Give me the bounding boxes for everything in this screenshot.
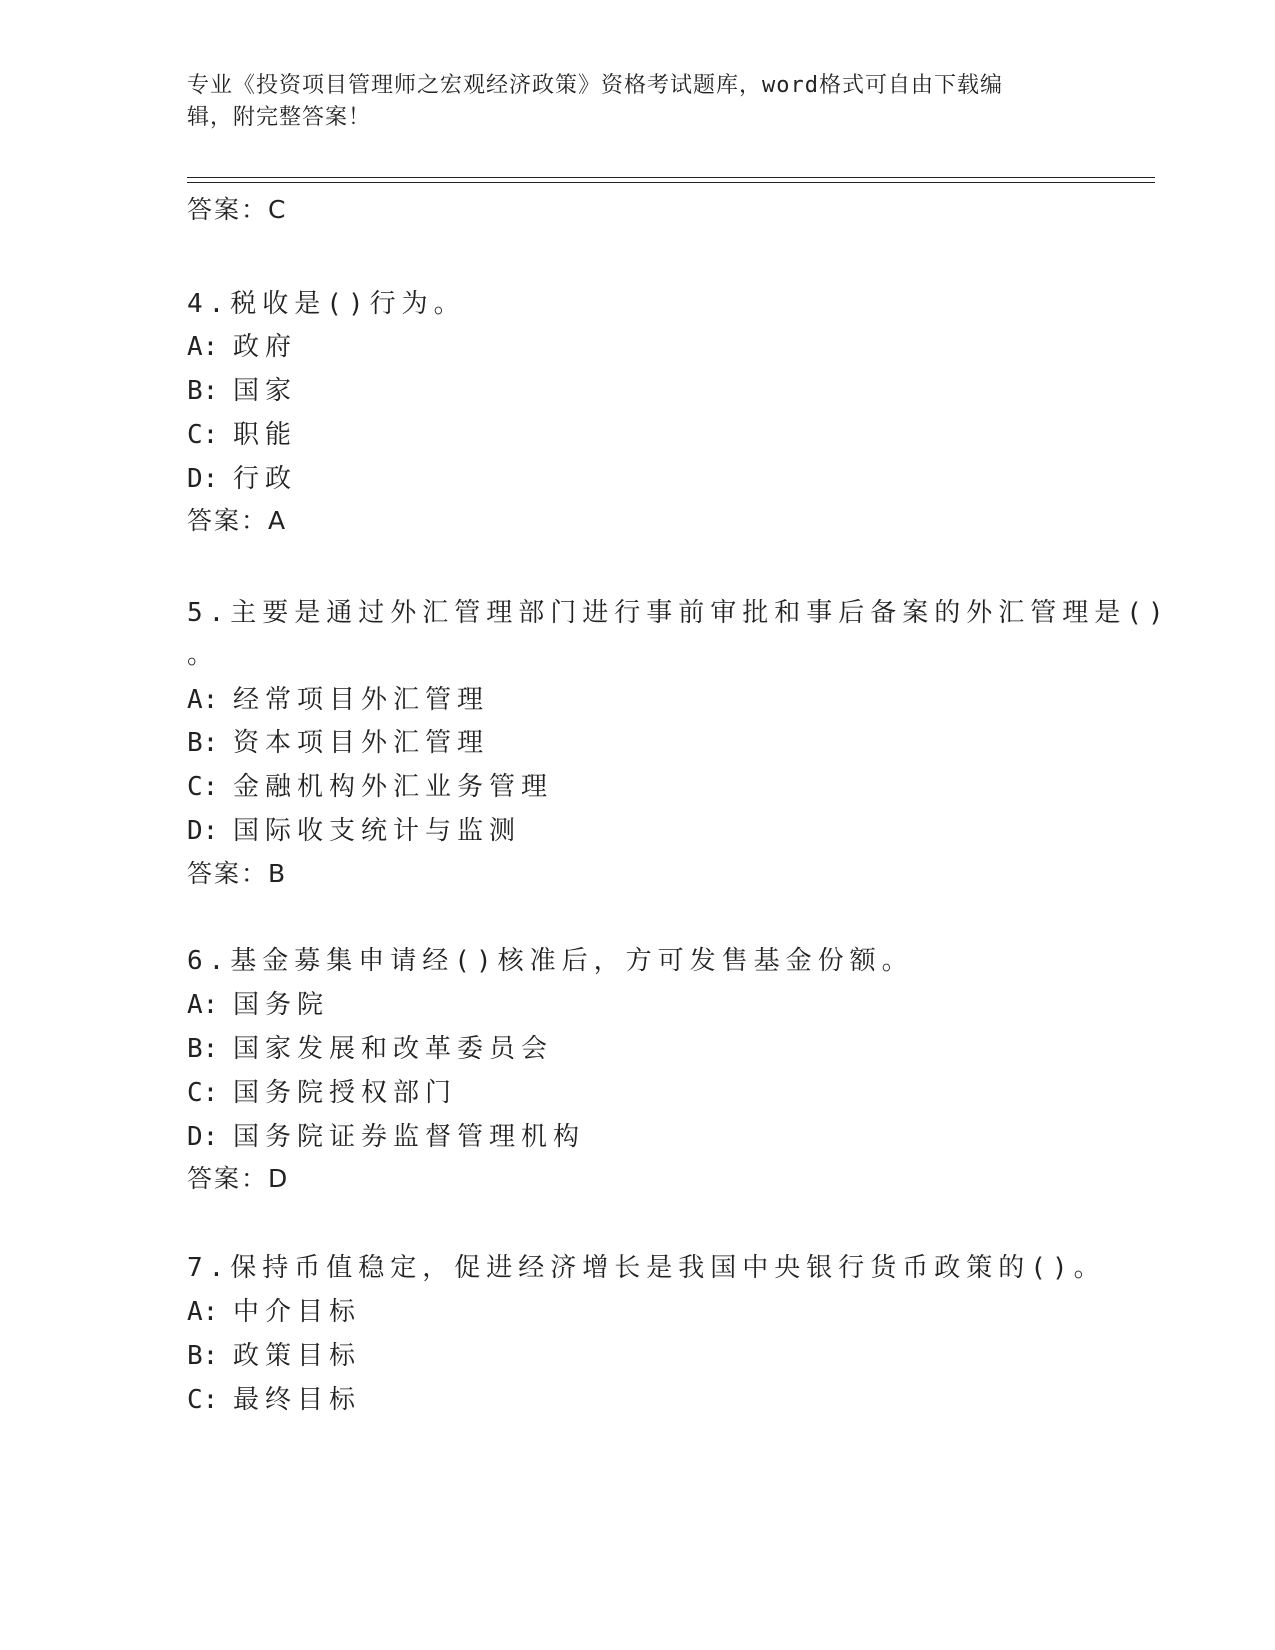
- question-5-stem-continued: 。: [187, 640, 220, 670]
- header-rule-top: [187, 177, 1155, 178]
- option-letter: A:: [187, 990, 219, 1020]
- option-letter: C:: [187, 1078, 219, 1108]
- option-text: 行政: [233, 464, 298, 494]
- question-5-option-c: [187, 766, 553, 803]
- option-letter: B:: [187, 376, 219, 406]
- option-text: 职能: [233, 420, 298, 450]
- question-5-option-b: [187, 722, 489, 759]
- question-4-stem: 4.税收是()行为。: [187, 289, 466, 319]
- question-4-option-c: [187, 414, 297, 451]
- option-text: 经常项目外汇管理: [233, 685, 490, 715]
- option-letter: D:: [187, 1122, 219, 1152]
- option-letter: C:: [187, 772, 219, 802]
- question-4-option-d: [187, 458, 297, 495]
- question-5-option-d: [187, 810, 521, 847]
- option-letter: A:: [187, 332, 219, 362]
- option-text: 中介目标: [233, 1297, 362, 1327]
- question-6-option-d: [187, 1116, 585, 1153]
- option-letter: D:: [187, 816, 219, 846]
- option-text: 政策目标: [233, 1341, 362, 1371]
- option-text: 国家: [233, 376, 298, 406]
- option-letter: B:: [187, 728, 219, 758]
- question-6-stem: 6.基金募集申请经()核准后，方可发售基金份额。: [187, 946, 914, 976]
- header-rule-bottom: [187, 182, 1155, 183]
- question-7-option-c: [187, 1379, 361, 1416]
- previous-answer: 答案：C: [187, 195, 288, 224]
- question-5-stem: 5.主要是通过外汇管理部门进行事前审批和事后备案的外汇管理是(): [187, 598, 1170, 628]
- option-text: 国际收支统计与监测: [233, 816, 522, 846]
- question-6-option-c: [187, 1072, 457, 1109]
- question-4-option-b: [187, 370, 297, 407]
- question-5-option-a: [187, 679, 489, 716]
- question-5-answer: 答案：B: [187, 859, 288, 888]
- question-6-option-b: [187, 1028, 553, 1065]
- option-letter: C:: [187, 420, 219, 450]
- option-letter: D:: [187, 464, 219, 494]
- option-text: 最终目标: [233, 1385, 362, 1415]
- question-4-option-a: [187, 326, 297, 363]
- header-line-2: 辑，附完整答案！: [187, 105, 372, 130]
- question-7-option-b: [187, 1335, 361, 1372]
- question-7-stem: 7.保持币值稳定，促进经济增长是我国中央银行货币政策的()。: [187, 1253, 1106, 1283]
- option-text: 资本项目外汇管理: [233, 728, 490, 758]
- header-line-1: 专业《投资项目管理师之宏观经济政策》资格考试题库，word格式可自由下载编: [187, 73, 1003, 98]
- option-text: 国务院授权部门: [233, 1078, 458, 1108]
- option-letter: B:: [187, 1341, 219, 1371]
- question-6-answer: 答案：D: [187, 1164, 290, 1193]
- document-header: [187, 70, 1067, 134]
- question-7-option-a: [187, 1291, 361, 1328]
- option-text: 金融机构外汇业务管理: [233, 772, 554, 802]
- option-letter: A:: [187, 1297, 219, 1327]
- option-text: 国务院证券监督管理机构: [233, 1122, 586, 1152]
- option-letter: B:: [187, 1034, 219, 1064]
- option-text: 政府: [233, 332, 298, 362]
- option-letter: C:: [187, 1385, 219, 1415]
- question-6-option-a: [187, 984, 329, 1021]
- question-4-answer: 答案：A: [187, 506, 288, 535]
- option-text: 国务院: [233, 990, 330, 1020]
- option-text: 国家发展和改革委员会: [233, 1034, 554, 1064]
- option-letter: A:: [187, 685, 219, 715]
